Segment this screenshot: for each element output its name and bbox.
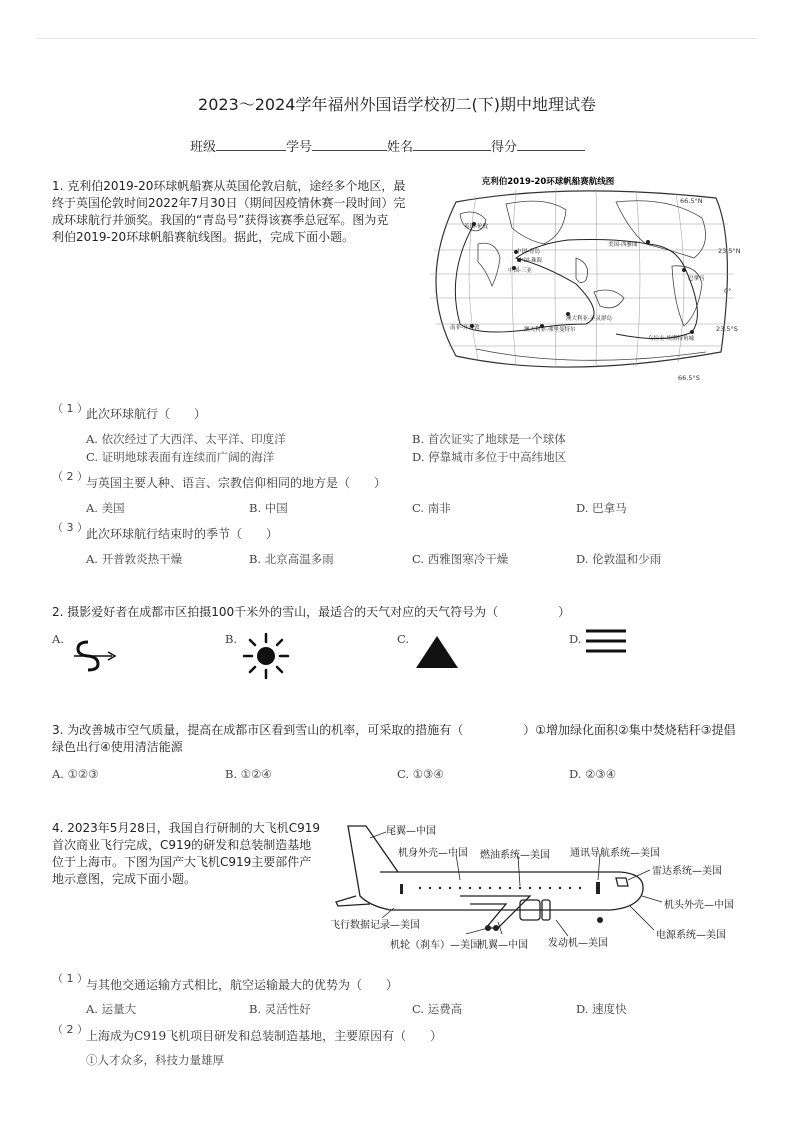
q1-sub1-num: （ 1 ） — [52, 402, 88, 415]
q4-sub1-stem: 与其他交通运输方式相比，航空运输最大的优势为（ ） — [86, 978, 399, 992]
label-wheels: 机轮（刹车）—美国 — [390, 940, 480, 951]
port-punta: 乌拉圭-埃斯特角城 — [648, 336, 694, 342]
port-whitsunday: 澳大利亚-圣灵群岛 — [566, 316, 612, 322]
q4-sub2-num: （ 2 ） — [52, 1023, 88, 1036]
q1-sub3-num: （ 3 ） — [52, 521, 88, 534]
q2-option-c-letter[interactable]: C. — [397, 632, 410, 646]
port-seattle: 美国-西雅图 — [608, 242, 638, 248]
lat-235s: 23.5°S — [716, 325, 738, 333]
q1-sub3-stem: 此次环球航行结束时的季节（ ） — [86, 527, 279, 541]
port-london: 英国-伦敦 — [464, 224, 488, 230]
port-panama: 巴拿马 — [688, 276, 705, 282]
q4-sub2-stem: 上海成为C919飞机项目研发和总装制造基地，主要原因有（ ） — [86, 1029, 443, 1043]
lat-0: 0° — [724, 287, 732, 295]
q3-option-b[interactable]: B. ①②④ — [225, 767, 272, 781]
label-tail: 尾翼—中国 — [386, 826, 436, 837]
port-zhuhai: 中国-珠海 — [518, 258, 542, 264]
label-engine: 发动机—美国 — [548, 938, 608, 949]
label-fuselage: 机身外壳—中国 — [398, 848, 468, 859]
id-label: 学号 — [286, 140, 313, 155]
route-map — [416, 174, 748, 386]
port-fremantle: 澳大利亚-弗里曼特尔 — [524, 327, 576, 333]
q1-sub2-option-d[interactable]: D. 巴拿马 — [576, 501, 627, 515]
class-label: 班级 — [190, 140, 217, 155]
page-title: 2023～2024学年福州外国语学校初二(下)期中地理试卷 — [198, 95, 596, 114]
q1-sub2-stem: 与英国主要人种、语言、宗教信仰相同的地方是（ ） — [86, 476, 387, 490]
label-flight-recorder: 飞行数据记录—美国 — [330, 920, 420, 931]
student-info-line — [190, 136, 585, 155]
q1-text: 1. 克利伯2019-20环球帆船赛从英国伦敦启航，途经多个地区，最 终于英国伦敦时间2022年7月30日（期间因疫情休赛一段时间）完 成环球航行并颁奖。我国的“青岛号”获得该赛季总冠军。图为克 利伯2019-20环球帆船赛航线图。据此，完成下面小题。 — [52, 179, 406, 244]
q1-sub1-stem: 此次环球航行（ ） — [86, 407, 207, 421]
q1-sub3-option-c[interactable]: C. 西雅图寒冷干燥 — [412, 552, 509, 566]
q4-sub1-option-c[interactable]: C. 运费高 — [412, 1002, 463, 1016]
q4-sub1-option-a[interactable]: A. 运量大 — [86, 1002, 137, 1016]
q2-option-d-letter[interactable]: D. — [569, 632, 582, 646]
q3-option-d[interactable]: D. ②③④ — [569, 767, 617, 781]
class-blank[interactable] — [216, 136, 286, 151]
c919-diagram — [330, 816, 750, 956]
name-label: 姓名 — [387, 140, 414, 155]
fog-symbol-icon[interactable] — [586, 628, 626, 656]
port-capetown: 南非-开普敦 — [450, 325, 480, 331]
map-title: 克利伯2019-20环球帆船赛航线图 — [481, 177, 615, 187]
q1-sub2-option-c[interactable]: C. 南非 — [412, 501, 451, 515]
label-fuel-system: 燃油系统—美国 — [480, 850, 550, 861]
q3-option-c[interactable]: C. ①③④ — [397, 767, 444, 781]
port-qingdao: 中国-青岛 — [516, 249, 540, 255]
q2-option-b-letter[interactable]: B. — [225, 632, 238, 646]
q3-text: 3. 为改善城市空气质量，提高在成都市区看到雪山的机率，可采取的措施有（ ）①增加绿化面积②集中焚烧秸秆③提倡 绿色出行④使用清洁能源 — [52, 723, 736, 754]
q1-sub1-option-b[interactable]: B. 首次证实了地球是一个球体 — [412, 432, 566, 446]
q1-sub1-option-d[interactable]: D. 停靠城市多位于中高纬地区 — [412, 450, 567, 464]
q1-sub3-option-b[interactable]: B. 北京高温多雨 — [249, 552, 334, 566]
score-blank[interactable] — [517, 136, 585, 151]
q1-sub2-num: （ 2 ） — [52, 470, 88, 483]
label-wing: 机翼—中国 — [478, 940, 528, 951]
q1-sub2-option-a[interactable]: A. 美国 — [86, 501, 125, 515]
q1-sub1-option-a[interactable]: A. 依次经过了大西洋、太平洋、印度洋 — [86, 432, 286, 446]
sandstorm-symbol-icon[interactable] — [68, 636, 120, 676]
label-nose: 机头外壳—中国 — [664, 900, 734, 911]
q2-text: 2. 摄影爱好者在成都市区拍摄100千米外的雪山，最适合的天气对应的天气符号为（ ） — [52, 605, 571, 619]
q1-sub3-option-a[interactable]: A. 开普敦炎热干燥 — [86, 552, 183, 566]
q4-text: 4. 2023年5月28日，我国自行研制的大飞机C919 首次商业飞行完成，C919的研发和总装制造基地 位于上海市。下图为国产大飞机C919主要部件产 地示意图，完成下面小题。 — [52, 821, 320, 886]
name-blank[interactable] — [413, 136, 491, 151]
port-sanya: 中国-三亚 — [508, 268, 532, 274]
q4-sub1-option-d[interactable]: D. 速度快 — [576, 1002, 627, 1016]
q4-sub1-num: （ 1 ） — [52, 972, 88, 985]
q1-sub3-option-d[interactable]: D. 伦敦温和少雨 — [576, 552, 662, 566]
q1-sub2-option-b[interactable]: B. 中国 — [249, 501, 288, 515]
label-comm-nav: 通讯导航系统—美国 — [570, 848, 660, 859]
label-radar: 雷达系统—美国 — [652, 866, 722, 877]
score-label: 得分 — [491, 140, 518, 155]
sunny-symbol-icon[interactable] — [240, 632, 292, 680]
label-power-system: 电源系统—美国 — [656, 930, 726, 941]
q4-sub2-item-1: ①人才众多，科技力量雄厚 — [86, 1053, 224, 1067]
lat-235n: 23.5°N — [718, 247, 741, 255]
q1-sub1-option-c[interactable]: C. 证明地球表面有连续而广阔的海洋 — [86, 450, 275, 464]
lat-665s: 66.5°S — [678, 374, 700, 382]
hail-symbol-icon[interactable] — [414, 634, 460, 670]
lat-665n: 66.5°N — [680, 197, 703, 205]
q2-option-a-letter[interactable]: A. — [52, 632, 64, 646]
q3-option-a[interactable]: A. ①②③ — [52, 767, 99, 781]
id-blank[interactable] — [312, 136, 387, 151]
top-divider — [36, 38, 758, 39]
q4-sub1-option-b[interactable]: B. 灵活性好 — [249, 1002, 311, 1016]
